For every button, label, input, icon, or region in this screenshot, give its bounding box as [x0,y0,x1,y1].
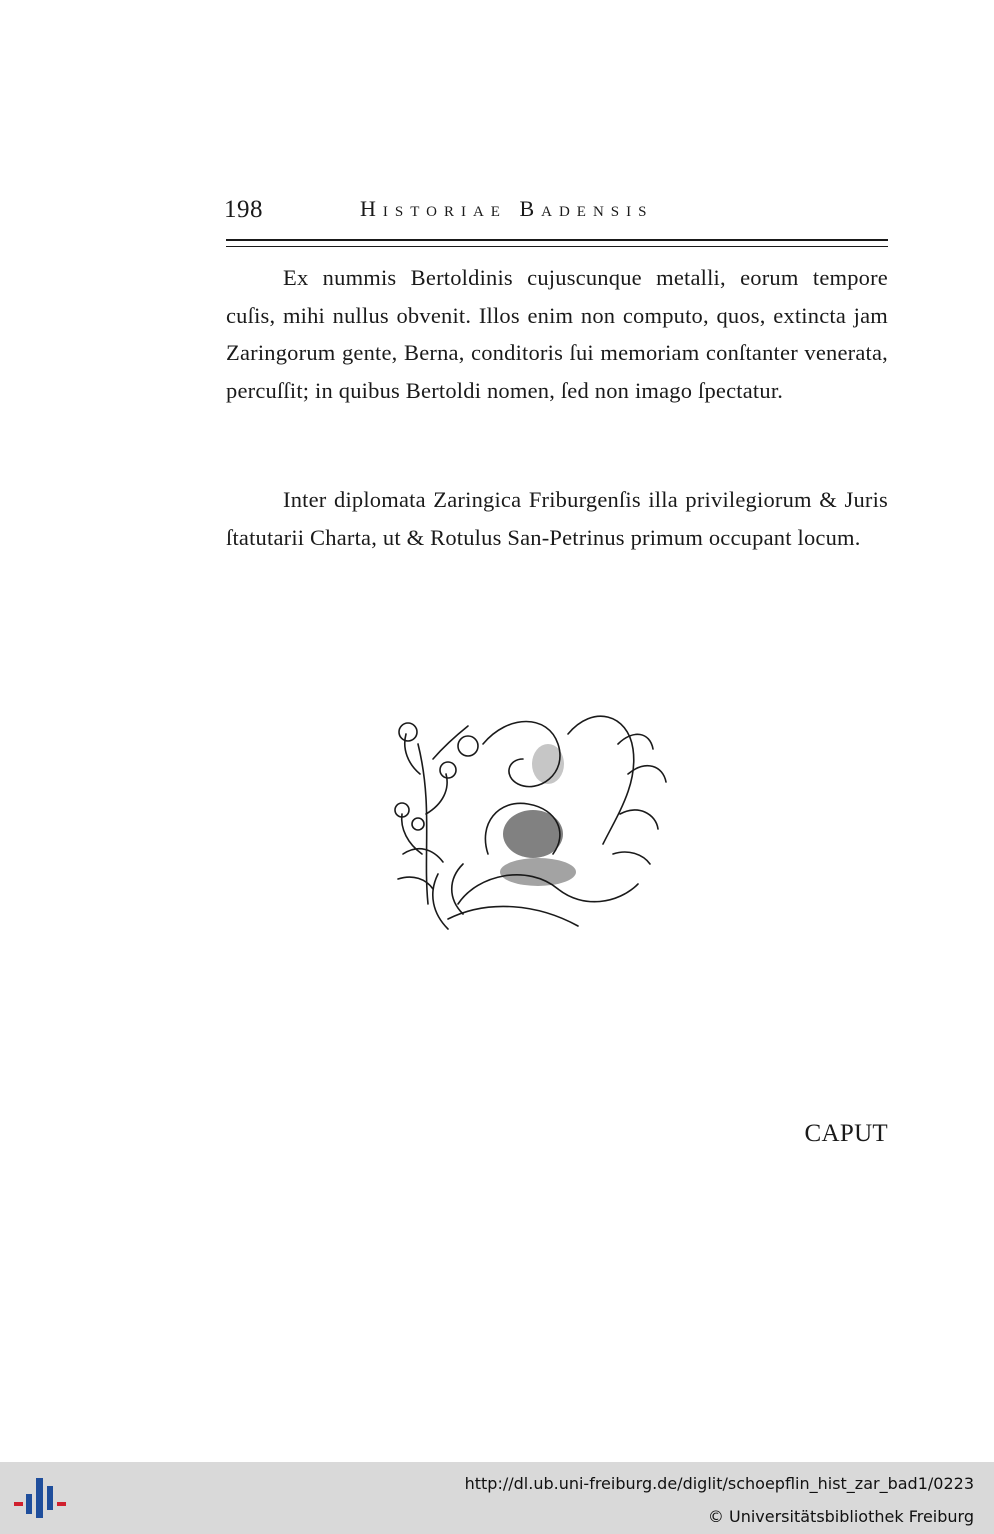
page-number: 198 [224,196,263,223]
header-rule-thin [226,246,888,247]
header-rule-thick [226,239,888,241]
paragraph-diplomata: Inter diplomata Zaringica Friburgenſis illa privilegiorum & Juris ſtatutarii Charta, ut & Rotulus San-Petrinus primum occupant locum. [226,487,888,550]
copyright-notice: © Universitätsbibliothek Freiburg [707,1507,974,1526]
foliage-ornament-icon [388,704,673,940]
document-url-link[interactable]: http://dl.ub.uni-freiburg.de/diglit/schoepflin_hist_zar_bad1/0223 [464,1474,974,1493]
footer-bar [0,1462,994,1534]
paragraph-coins: Ex nummis Bertoldinis cujuscunque metalli, eorum tempore cuſis, mihi nullus obvenit. Illos enim non computo, quos, extincta jam Zaringorum gente, Berna, conditoris ſui memoriam conſtanter venerata, percuſſit; in quibus Bertoldi nomen, ſed non imago ſpectatur. [226,265,888,403]
running-title: Historiae Badensis [360,196,654,221]
library-logo-icon[interactable] [14,1472,66,1524]
catchword: CAPUT [804,1120,888,1147]
